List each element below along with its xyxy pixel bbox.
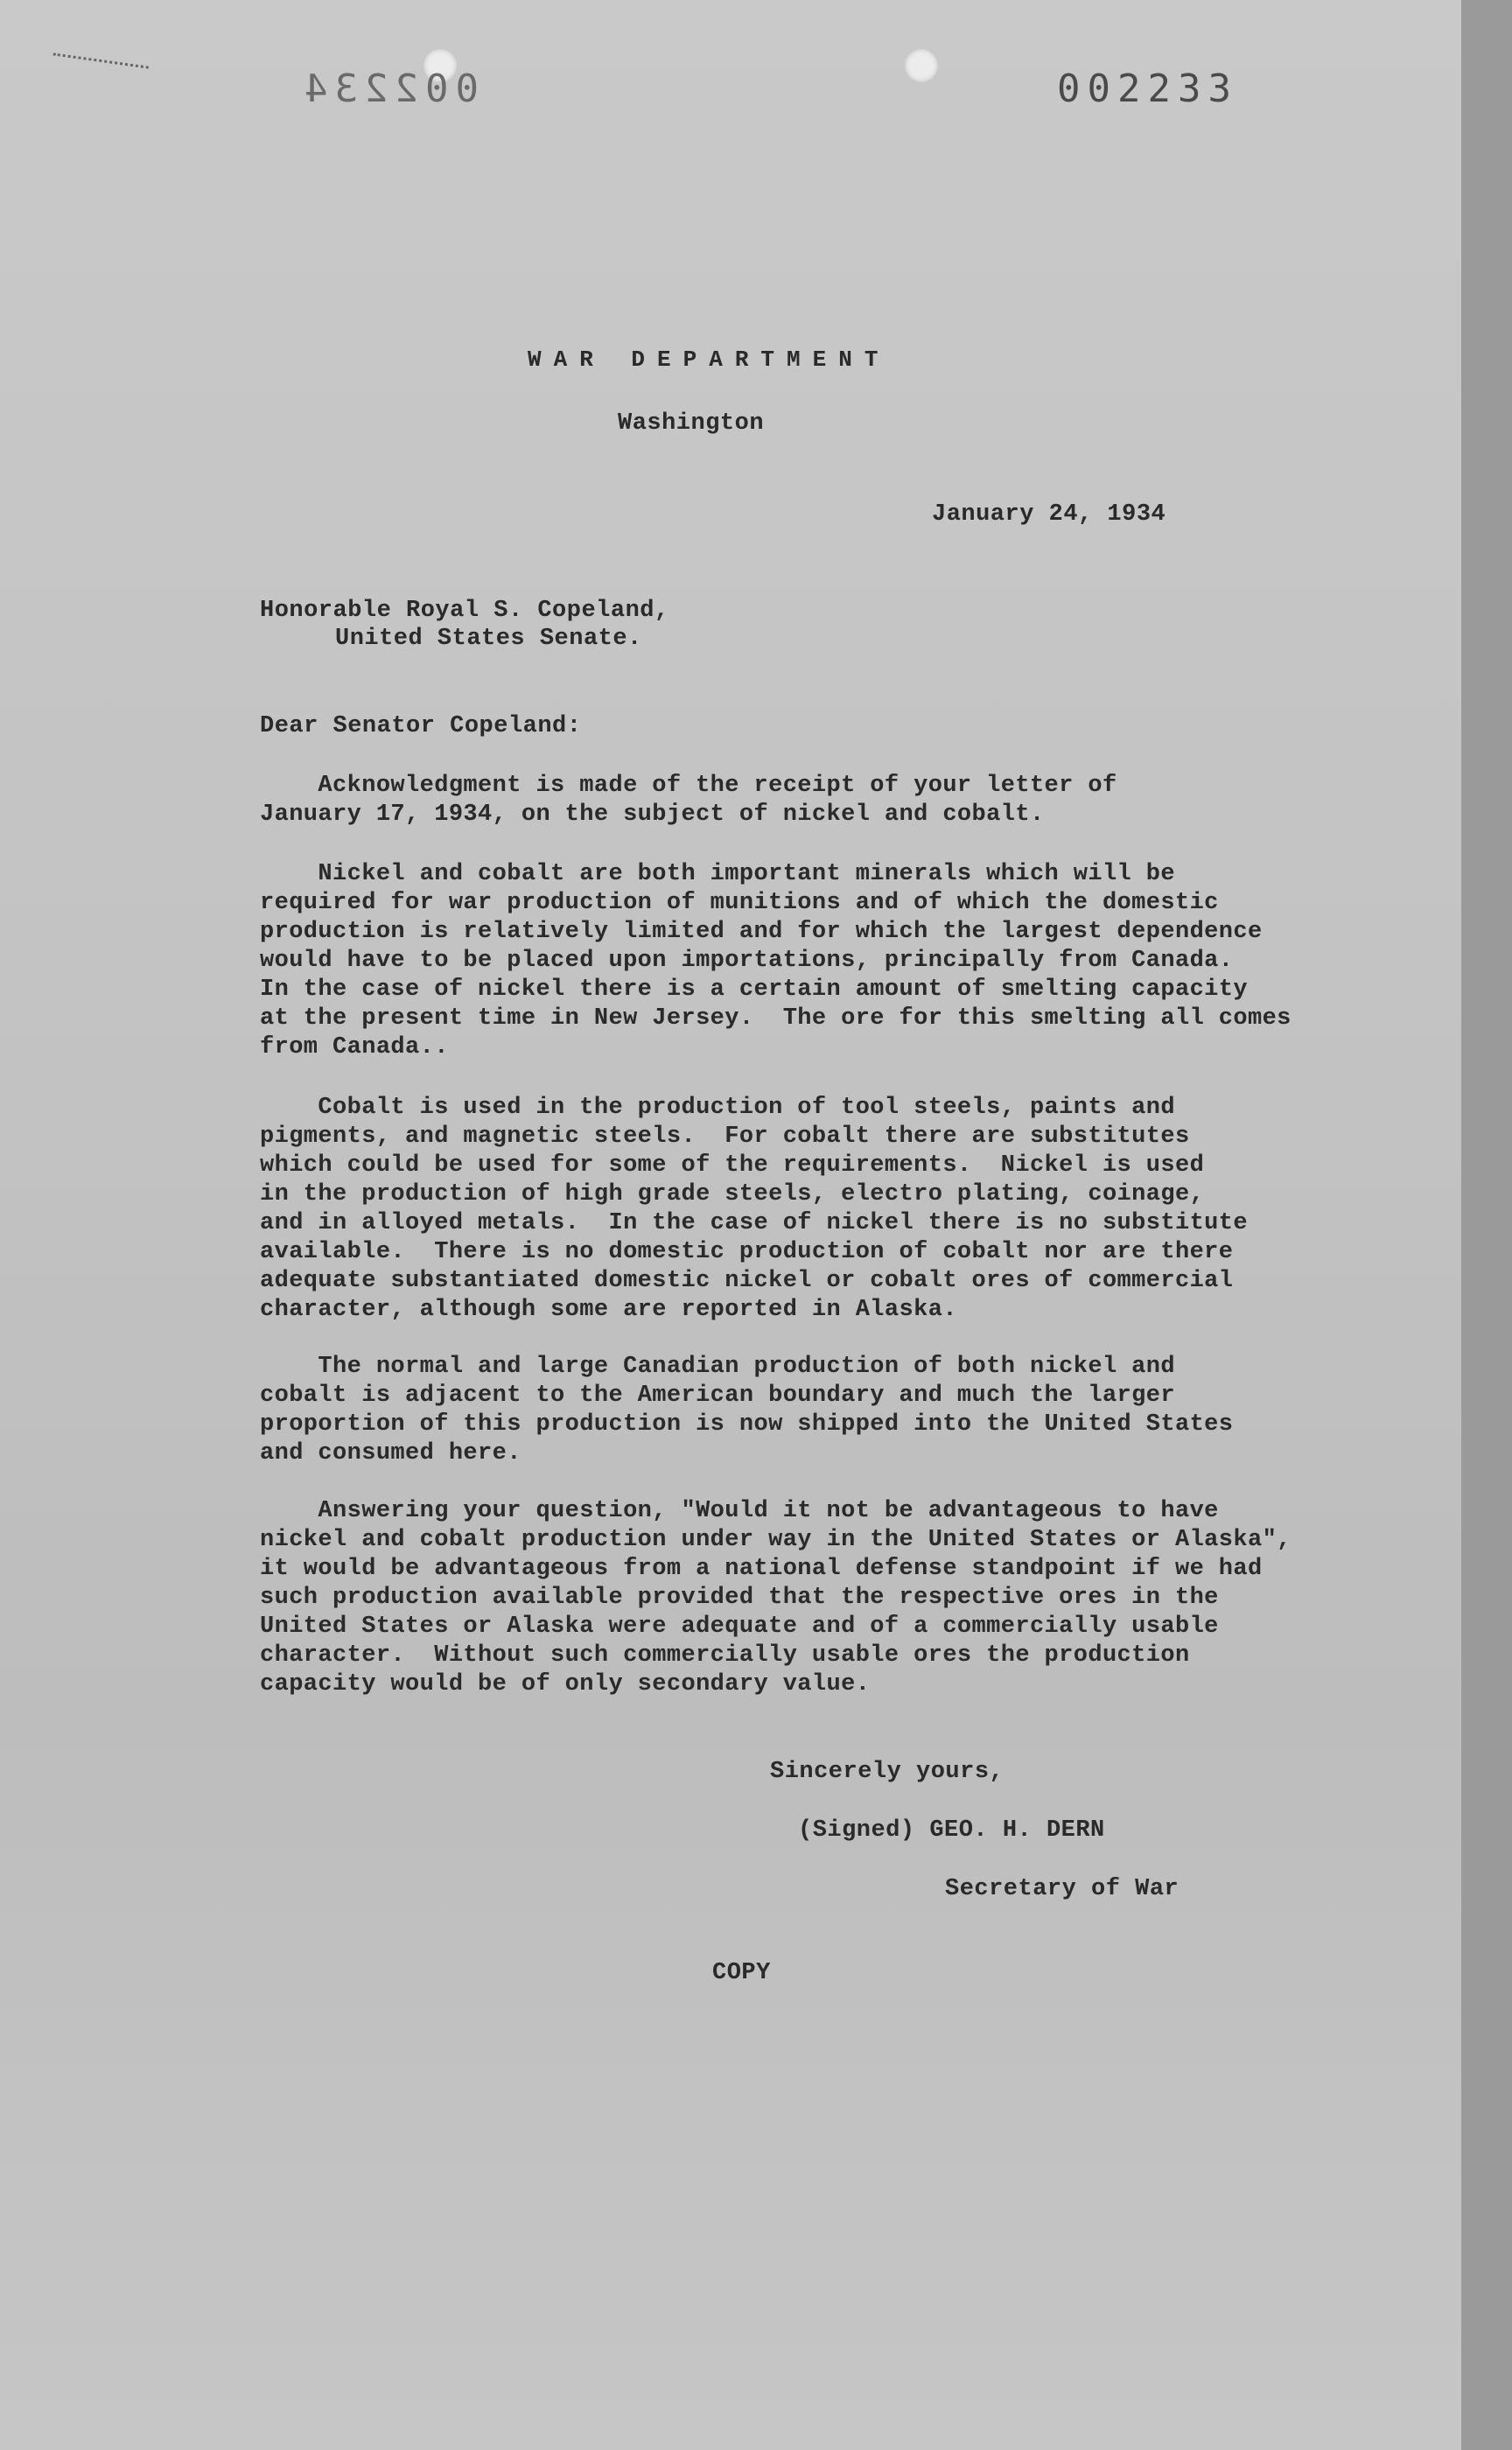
paragraph-line: production is relatively limited and for which the largest dependence	[260, 919, 1263, 945]
paragraph-line: required for war production of munitions and of which the domestic	[260, 890, 1219, 916]
addressee-office: United States Senate.	[335, 626, 642, 652]
paragraph-line: Acknowledgment is made of the receipt of your letter of	[260, 773, 1117, 799]
paragraph-line: capacity would be of only secondary value.	[260, 1671, 871, 1698]
paragraph-line: which could be used for some of the requirements. Nickel is used	[260, 1152, 1205, 1179]
document-number-stamp-mirrored: 002234	[298, 66, 479, 111]
copy-mark: COPY	[712, 1960, 771, 1986]
letterhead-department: WAR DEPARTMENT	[528, 346, 891, 373]
paragraph-line: proportion of this production is now shipped into the United States	[260, 1411, 1234, 1438]
letterhead-city: Washington	[618, 410, 765, 437]
paragraph-line: Answering your question, "Would it not be advantageous to have	[260, 1498, 1219, 1524]
scan-background-edge	[1461, 0, 1512, 2450]
paragraph-nickel-cobalt-importance	[260, 860, 1310, 1062]
salutation: Dear Senator Copeland:	[260, 713, 582, 739]
paragraph-line: adequate substantiated domestic nickel or cobalt ores of commercial	[260, 1268, 1234, 1294]
paragraph-line: Nickel and cobalt are both important minerals which will be	[260, 861, 1175, 887]
paragraph-line: would have to be placed upon importations, principally from Canada.	[260, 948, 1234, 974]
paragraph-line: at the present time in New Jersey. The ore for this smelting all comes	[260, 1005, 1292, 1032]
paragraph-line: Cobalt is used in the production of tool steels, paints and	[260, 1095, 1175, 1121]
paragraph-line: The normal and large Canadian production of both nickel and	[260, 1354, 1175, 1380]
paragraph-answer	[260, 1497, 1310, 1699]
document-number-stamp: 002233	[1057, 66, 1238, 111]
signer-title: Secretary of War	[945, 1876, 1180, 1902]
paragraph-line: United States or Alaska were adequate and of a commercially usable	[260, 1614, 1219, 1640]
paragraph-line: cobalt is adjacent to the American boundary and much the larger	[260, 1382, 1175, 1409]
paragraph-canadian-production	[260, 1353, 1310, 1468]
paragraph-line: from Canada..	[260, 1034, 449, 1060]
paragraph-line: such production available provided that the respective ores in the	[260, 1585, 1219, 1611]
paragraph-line: it would be advantageous from a national defense standpoint if we had	[260, 1556, 1263, 1582]
paragraph-line: In the case of nickel there is a certain amount of smelting capacity	[260, 976, 1248, 1003]
letter-date: January 24, 1934	[932, 501, 1166, 528]
paragraph-line: January 17, 1934, on the subject of nickel and cobalt.	[260, 802, 1045, 828]
paragraph-line: in the production of high grade steels, electro plating, coinage,	[260, 1181, 1205, 1208]
valediction: Sincerely yours,	[770, 1759, 1004, 1785]
paragraph-line: nickel and cobalt production under way in the United States or Alaska",	[260, 1527, 1292, 1553]
paragraph-acknowledgment	[260, 772, 1310, 830]
signature-block: (Signed) GEO. H. DERN	[798, 1817, 1105, 1844]
paragraph-line: and consumed here.	[260, 1440, 522, 1466]
pencil-mark	[52, 52, 149, 72]
punch-hole-right	[905, 49, 938, 82]
paragraph-uses	[260, 1094, 1310, 1325]
paragraph-line: character, although some are reported in Alaska.	[260, 1297, 957, 1323]
addressee-name: Honorable Royal S. Copeland,	[260, 598, 669, 624]
paragraph-line: character. Without such commercially usable ores the production	[260, 1642, 1190, 1669]
paragraph-line: available. There is no domestic production of cobalt nor are there	[260, 1239, 1234, 1265]
paragraph-line: and in alloyed metals. In the case of nickel there is no substitute	[260, 1210, 1248, 1236]
paragraph-line: pigments, and magnetic steels. For cobalt there are substitutes	[260, 1124, 1190, 1150]
